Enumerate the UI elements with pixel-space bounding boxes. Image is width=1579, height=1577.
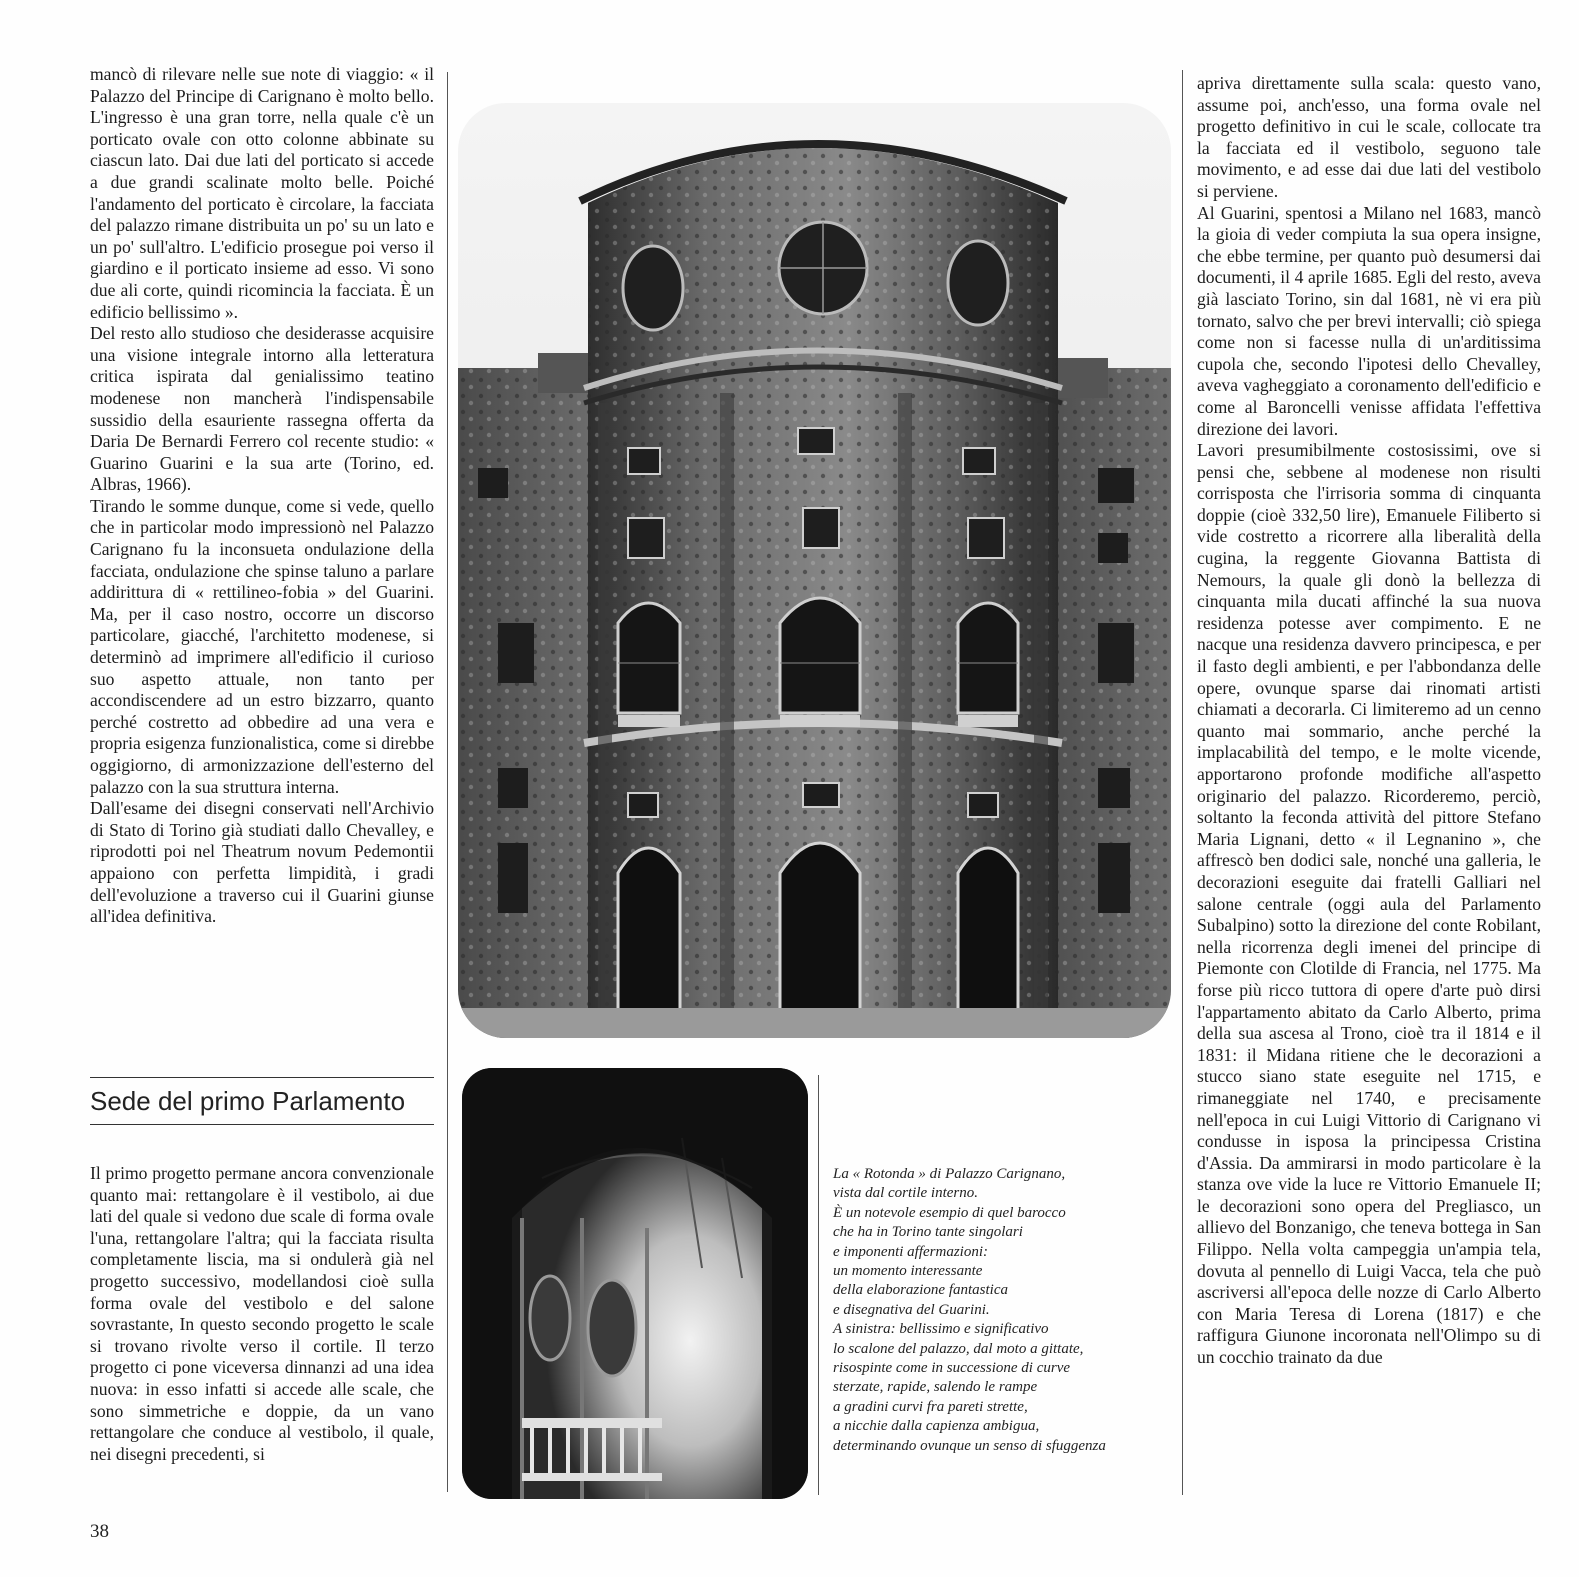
caption-rule — [818, 1075, 819, 1495]
caption-line: sterzate, rapide, salendo le rampe — [833, 1379, 1038, 1396]
column-rule-left — [447, 72, 448, 1492]
caption-line: risospinte come in successione di curve — [833, 1360, 1071, 1377]
left-column-text — [90, 64, 434, 928]
paragraph: Del resto allo studioso che desiderasse acquisire una visione integrale intorno alla letteratura critica ispirata dal genialissimo teatino modenese non mancherà l'indispensabile sussidio della esauriente rassegna offerta da Daria De Bernardi Ferrero col recente studio: « Guarino Guarini e la sua arte (Torino, ed. Albras, 1966). — [90, 323, 434, 495]
caption-line: e imponenti affermazioni: — [833, 1243, 988, 1260]
right-column-text — [1197, 73, 1541, 1369]
paragraph: apriva direttamente sulla scala: questo vano, assume poi, anch'esso, una forma ovale nel progetto definitivo in cui le scale, collocate tra la facciata ed il vestibolo, seguono tale movimento, e ad esse dai due lati del vestibolo si perviene. — [1197, 73, 1541, 201]
photo-caption — [833, 1165, 1178, 1456]
caption-line: che ha in Torino tante singolari — [833, 1224, 1023, 1241]
section-heading-block — [90, 1077, 434, 1125]
staircase-photo — [462, 1068, 808, 1499]
caption-line: un momento interessante — [833, 1263, 983, 1280]
paragraph: mancò di rilevare nelle sue note di viaggio: « il Palazzo del Principe di Carignano è molto bello. L'ingresso è una gran torre, nella quale c'è un porticato ovale con otto colonne abbinate su ciascun lato. Dai due lati del porticato si accede a due grandi scalinate molto belle. Poiché l'andamento del porticato è circolare, la facciata del palazzo rimane distribuita un po' su un lato e un po' sull'altro. L'edificio prosegue poi verso il giardino e il porticato insieme ad esso. Vi sono due ali corte, quindi ricomincia la facciata. È un edificio bellissimo ». — [90, 64, 434, 322]
caption-line: È un notevole esempio di quel barocco — [833, 1204, 1066, 1221]
caption-line: a nicchie dalla capienza ambigua, — [833, 1418, 1040, 1435]
heading-rule-bottom — [90, 1124, 434, 1125]
paragraph: Lavori presumibilmente costosissimi, ove si pensi che, sebbene al modenese non risulti corrisposta che l'irrisoria somma di cinquanta doppie (cioè 332,50 lire), Emanuele Filiberto si vide costretto a ricorrere alla liberalità della cugina, la reggente Giovanna Battista di Nemours, la quale gli donò la bellezza di cinquanta mila ducati affinché la sua nuova residenza potesse aver compimento. E ne nacque una residenza davvero principesca, e per il fasto degli ambienti, e per l'abbondanza delle opere, ovunque sparse dai rinomati artisti chiamati a decorarla. Ci limiteremo ad un cenno quanto mai sommario, anche perché la implacabilità del tempo, e le molte vicende, apportarono profonde modifiche all'aspetto originario del palazzo. Ricorderemo, perciò, soltanto la feconda attività del pittore Stefano Maria Lignani, detto « il Legnanino », che affrescò ben dodici sale, nonché una galleria, le decorazioni eseguite dai fratelli Galliari nel salone centrale (oggi aula del Parlamento Subalpino) sotto la direzione del conte Robilant, nella ricorrenza degli imenei del principe di Piemonte con Clotilde di Francia, nel 1775. Ma forse più ricco tuttora di opere d'arte può dirsi l'appartamento abitato da Carlo Alberto, prima della sua ascesa al Trono, cioè tra il 1814 e il 1831: il Midana ritiene che le decorazioni a stucco siano state eseguite nel 1715, e rimaneggiate nel 1740, e precisamente nell'epoca in cui Luigi Vittorio di Carignano vi condusse in isposa la principessa Cristina d'Assia. Da ammirarsi in modo particolare è la stanza ove vide la luce re Vittorio Emanuele II; le decorazioni sono opera del Pregliasco, un allievo del Bonzanigo, che teneva bottega in San Filippo. Nella volta campeggia un'ampia tela, dovuta al pennello di Luigi Vacca, tela che può ascriversi all'epoca delle nozze di Carlo Alberto con Maria Teresa di Lorena (1817) e che raffigura Giunone incoronata nell'Olimpo su di un cocchio trainato da due — [1197, 440, 1541, 1368]
caption-line: vista dal cortile interno. — [833, 1185, 978, 1202]
heading-rule-top — [90, 1077, 434, 1078]
page-number: 38 — [90, 1521, 109, 1542]
caption-line: lo scalone del palazzo, dal moto a gittate, — [833, 1340, 1084, 1357]
caption-line: a gradini curvi fra pareti strette, — [833, 1398, 1028, 1415]
paragraph: Al Guarini, spentosi a Milano nel 1683, mancò la gioia di veder compiuta la sua opera insigne, che ebbe termine, per quanto può desumersi dai documenti, il 4 aprile 1685. Egli del resto, aveva già lasciato Torino, sin dal 1681, nè vi era più tornato, salvo che per brevi intervalli; ciò spiega come non si facesse nulla di un'arditissima cupola che, secondo l'ipotesi dello Chevalley, aveva vagheggiato a coronamento dell'edificio e come al Baroncelli venisse affidata l'effettiva direzione dei lavori. — [1197, 202, 1541, 439]
left-column-text-2 — [90, 1163, 434, 1465]
rotonda-photo — [458, 103, 1171, 1038]
paragraph: Tirando le somme dunque, come si vede, quello che in particolar modo impressionò nel Palazzo Carignano fu la inconsueta ondulazione della facciata, ondulazione che spinse taluno a parlare addirittura di « rettilineo-fobia » del Guarini. Ma, per il caso nostro, occorre un discorso particolare, giacché, l'architetto modenese, si determinò ad imprimere all'edificio il curioso suo aspetto attuale, non tanto per accondiscendere ad un estro bizzarro, quanto perché costretto ad obbedire ad una vera e propria esigenza funzionalistica, come si direbbe oggigiorno, di armonizzazione dell'esterno del palazzo con la sua struttura interna. — [90, 495, 434, 797]
caption-line: La « Rotonda » di Palazzo Carignano, — [833, 1166, 1066, 1182]
caption-line: e disegnativa del Guarini. — [833, 1301, 990, 1318]
caption-line: della elaborazione fantastica — [833, 1282, 1008, 1299]
section-heading: Sede del primo Parlamento — [90, 1086, 406, 1116]
column-rule-right — [1182, 70, 1183, 1495]
paragraph: Dall'esame dei disegni conservati nell'Archivio di Stato di Torino già studiati dallo Chevalley, e riprodotti poi nel Theatrum novum Pedemontii appaiono con perfetta limpidità, i gradi dell'evoluzione a traverso cui il Guarini giunse all'idea definitiva. — [90, 798, 434, 927]
caption-line: A sinistra: bellissimo e significativo — [833, 1321, 1049, 1338]
caption-line: determinando ovunque un senso di sfuggenza — [833, 1437, 1106, 1454]
paragraph: Il primo progetto permane ancora convenzionale quanto mai: rettangolare è il vestibolo, ai due lati del quale si vedono due scale di forma ovale l'una, rettangolare l'altra; qui la facciata risulta completamente liscia, ma si ondulerà già nel progetto successivo, modellandosi cioè sulla forma ovale del vestibolo e del salone sovrastante, In questo secondo progetto le scale si trovano rivolte verso il cortile. Il terzo progetto ci pone viceversa dinnanzi ad una idea nuova: in esso infatti si accede alle scale, che sono simmetriche e doppie, da un vano rettangolare che conduce al vestibolo, il quale, nei disegni precedenti, si — [90, 1163, 434, 1464]
